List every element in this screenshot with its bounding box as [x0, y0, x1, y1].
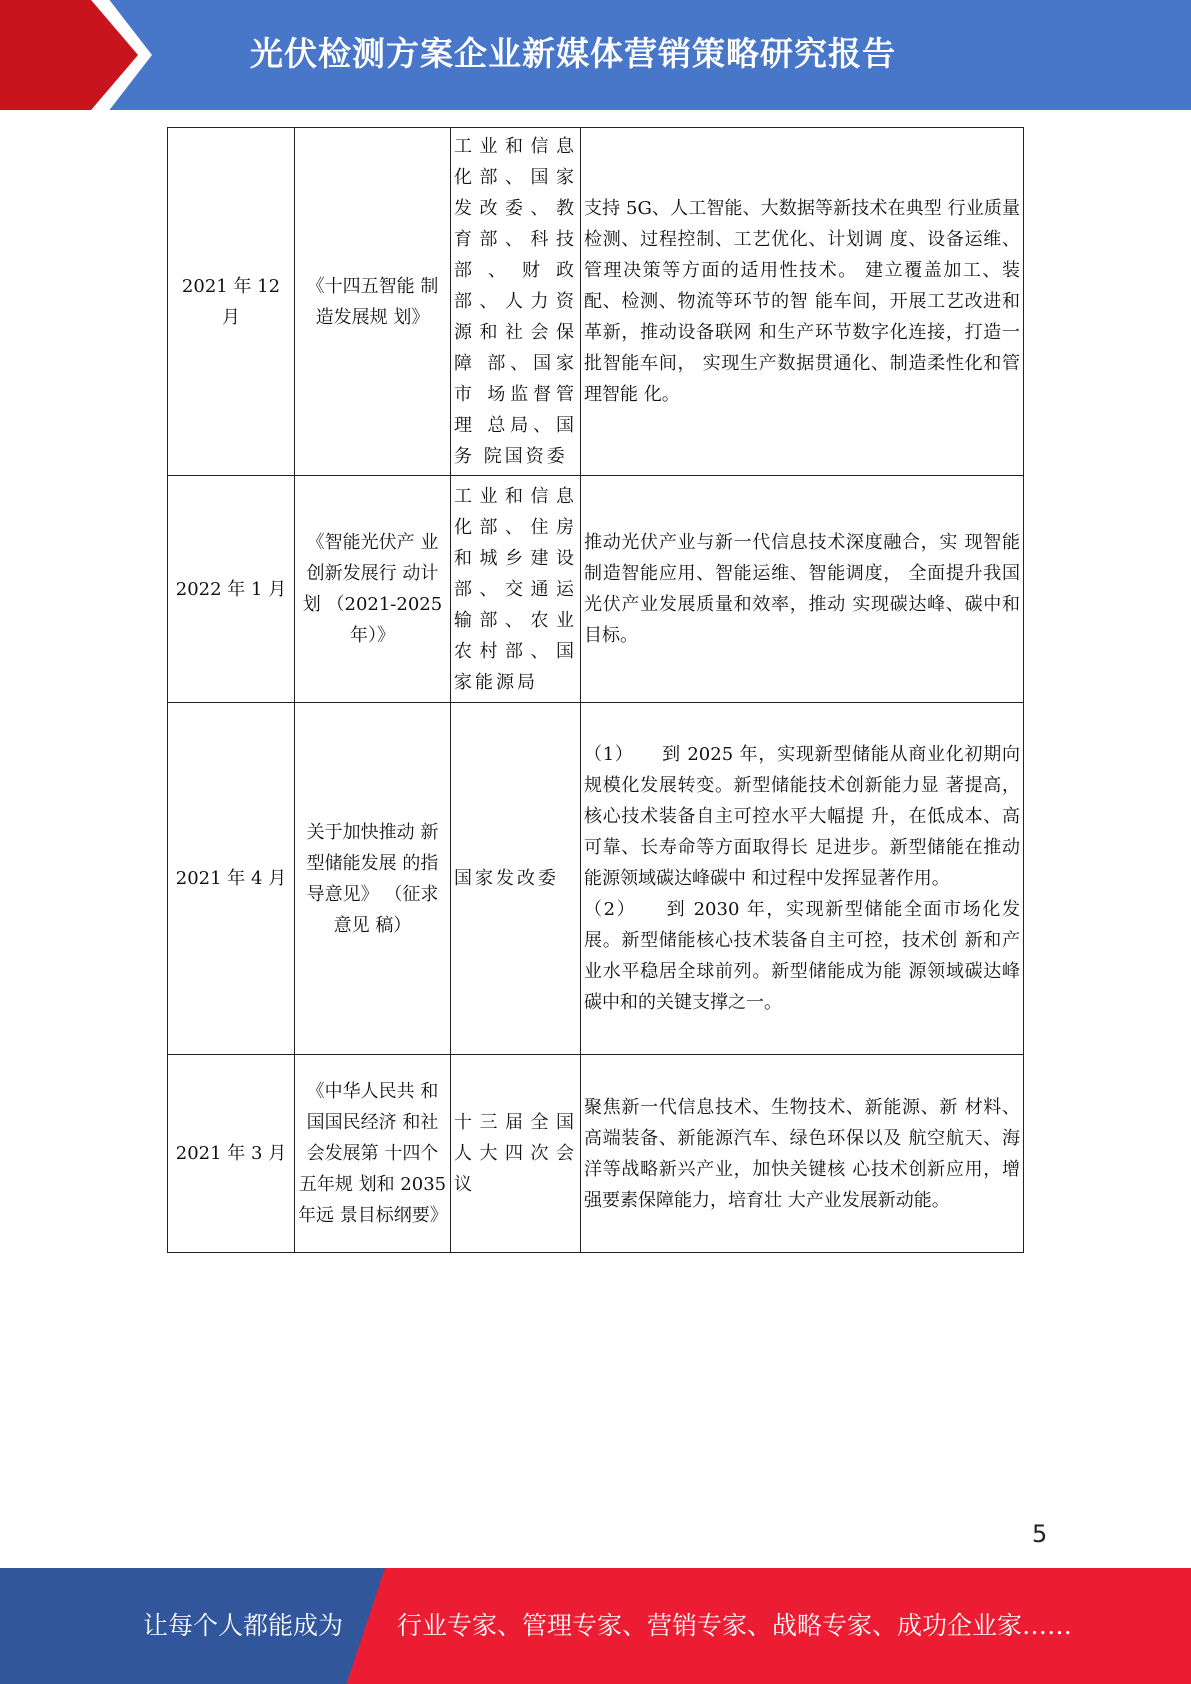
row-date: 2021 年 4 月 [168, 703, 295, 1055]
content-paragraph: 推动光伏产业与新一代信息技术深度融合，实 现智能制造智能应用、智能运维、智能调度， 全面提升我国光伏产业发展质量和效率，推动 实现碳达峰、碳中和目标。 [584, 532, 1020, 646]
footer-slogan-left: 让每个人都能成为 [143, 1611, 344, 1640]
page-footer [0, 1568, 1191, 1684]
row-date: 2022 年 1 月 [168, 476, 295, 703]
row-date: 2021 年 12 月 [168, 128, 295, 476]
page-header [0, 0, 1191, 110]
row-date: 2021 年 3 月 [168, 1055, 295, 1253]
table-row [168, 476, 1024, 703]
row-department: 十三届全国人大四次会议 [451, 1055, 581, 1253]
table-row [168, 128, 1024, 476]
content-paragraph: 聚焦新一代信息技术、生物技术、新能源、新 材料、高端装备、新能源汽车、绿色环保以及 航空航天、海洋等战略新兴产业，加快关键核 心技术创新应用，增强要素保障能力，培育壮 大产业发展新动能。 [584, 1096, 1020, 1211]
row-content [581, 703, 1024, 1055]
row-department: 工业和信息化部、住房和城乡建设部、交通运输部、农业农村部、国家能源局 [451, 476, 581, 703]
content-paragraph: （1） 到 2025 年，实现新型储能从商业化初期向规模化发展转变。新型储能技术创新能力显 著提高，核心技术装备自主可控水平大幅提 升，在低成本、高可靠、长寿命等方面取得长 足进步。新型储能在推动能源领域碳达峰碳中 和过程中发挥显著作用。 [584, 744, 1020, 889]
row-department: 工业和信息化部、国家发改委、教育部、科技部、财政部、人力资源和社会保障 部、国家市 场监督管理 总局、国务 院国资委 [451, 128, 581, 476]
row-content [581, 1055, 1024, 1253]
table-row [168, 1055, 1024, 1253]
row-policy-name: 《中华人民共 和国国民经济 和社会发展第 十四个五年规 划和 2035 年远 景目标纲要》 [295, 1055, 451, 1253]
row-policy-name: 《智能光伏产 业创新发展行 动计划 （2021-2025 年）》 [295, 476, 451, 703]
table-row [168, 703, 1024, 1055]
row-policy-name: 关于加快推动 新型储能发展 的指导意见》 （征求意见 稿） [295, 703, 451, 1055]
report-title: 光伏检测方案企业新媒体营销策略研究报告 [250, 34, 896, 73]
content-paragraph: （2） 到 2030 年，实现新型储能全面市场化发展。新型储能核心技术装备自主可控，技术创 新和产业水平稳居全球前列。新型储能成为能 源领域碳达峰碳中和的关键支撑之一。 [584, 899, 1020, 1013]
row-content [581, 476, 1024, 703]
content-paragraph: 支持 5G、人工智能、大数据等新技术在典型 行业质量检测、过程控制、工艺优化、计划调 度、设备运维、管理决策等方面的适用性技术。 建立覆盖加工、装配、检测、物流等环节的智 能车间，开展工艺改进和革新，推动设备联网 和生产环节数字化连接，打造一批智能车间， 实现生产数据贯通化、制造柔性化和管理智能 化。 [584, 198, 1020, 405]
page-number: 5 [1032, 1520, 1048, 1548]
row-content [581, 128, 1024, 476]
row-policy-name: 《十四五智能 制造发展规 划》 [295, 128, 451, 476]
footer-slogan-right: 行业专家、管理专家、营销专家、战略专家、成功企业家…… [397, 1611, 1073, 1640]
policy-table [167, 127, 1024, 1253]
row-department: 国家发改委 [451, 703, 581, 1055]
